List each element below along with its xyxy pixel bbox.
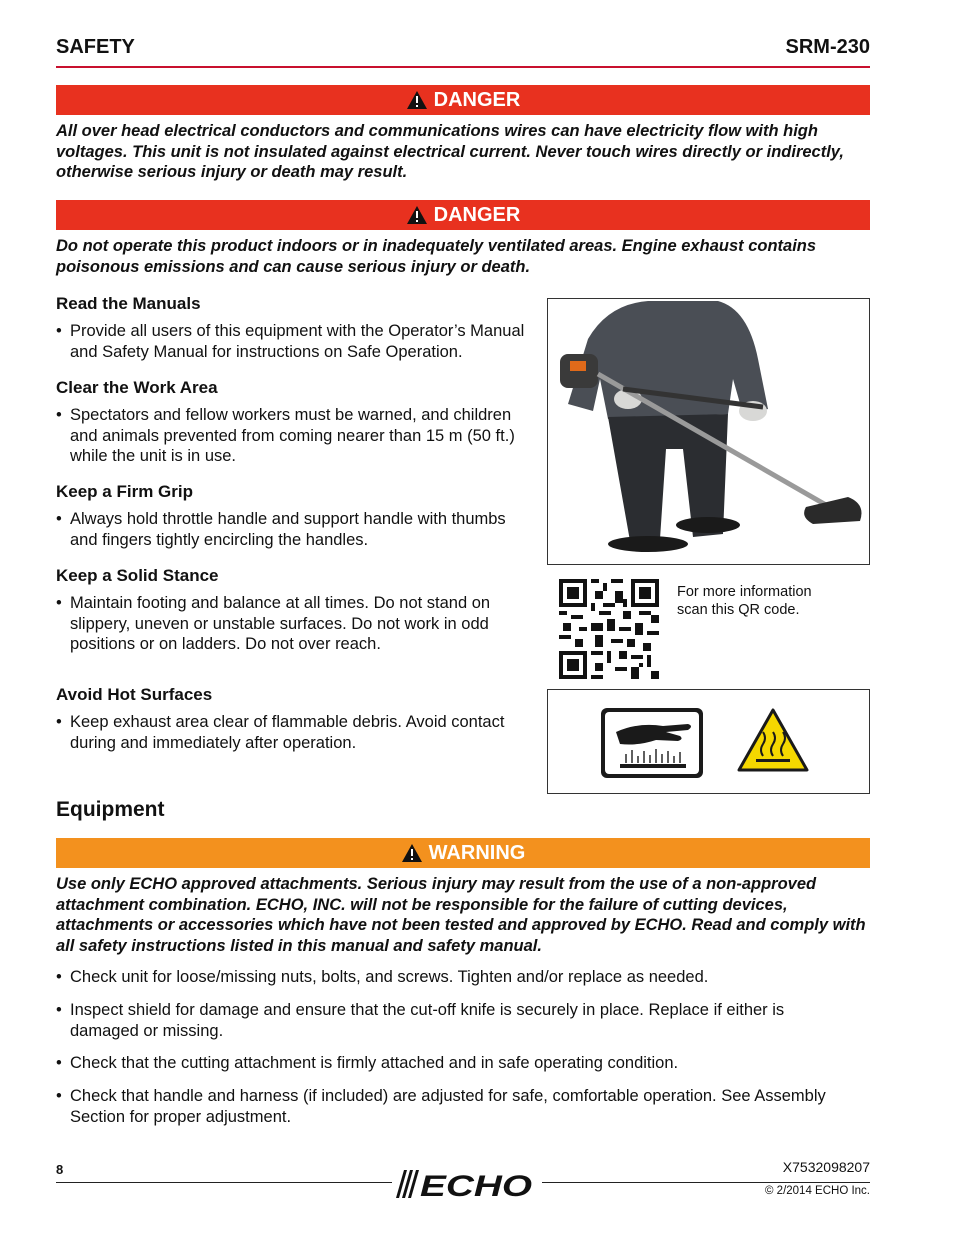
warning-text: Use only ECHO approved attachments. Serious injury may result from the use of a non-approved attachment combination. ECHO, INC. will not be responsible for the failure of cutting devices, attachments or accessories which have not been tested and approved by ECHO. Read and comply with all safety instructions listed in this manual and safety manual. <box>56 875 866 955</box>
bullet-item: • Check that handle and harness (if included) are adjusted for safe, comfortable operation. See Assembly Section for proper adjustment. <box>56 1086 870 1127</box>
bullet-text: Check that the cutting attachment is firmly attached and in safe operating condition. <box>70 1054 679 1072</box>
bullet-text: Maintain footing and balance at all times. Do not stand on slippery, uneven or unstable surfaces. Do not work in odd positions or on ladders. Do not over reach. <box>70 594 491 653</box>
danger-text-2: Do not operate this product indoors or in inadequately ventilated areas. Engine exhaust contains poisonous emissions and can cause serious injury or death. <box>56 237 817 276</box>
equipment-heading: Equipment <box>56 798 165 821</box>
danger-text-1: All over head electrical conductors and communications wires can have electricity flow with high voltages. This unit is not insulated against electrical current. Never touch wires directly or indirectly, otherwise serious injury or death may result. <box>56 122 844 181</box>
bullet-item: • Check unit for loose/missing nuts, bolts, and screws. Tighten and/or replace as needed. <box>56 967 870 988</box>
bullet-text: Inspect shield for damage and ensure that the cut-off knife is securely in place. Replace if either is damaged or missing. <box>70 1001 785 1040</box>
bullet-text: Provide all users of this equipment with the Operator’s Manual and Safety Manual for instructions on Safe Operation. <box>70 322 525 361</box>
warning-label: WARNING <box>428 841 526 864</box>
warning-triangle-icon <box>406 205 428 225</box>
danger-label: DANGER <box>433 203 521 226</box>
warning-triangle-icon <box>401 843 423 863</box>
danger-label: DANGER <box>433 88 521 111</box>
operator-photo <box>547 298 870 565</box>
document-number: X7532098207 <box>782 1159 870 1175</box>
section-heading: Clear the Work Area <box>56 378 218 397</box>
section-heading: Keep a Solid Stance <box>56 566 219 585</box>
bullet-item: • Always hold throttle handle and support handle with thumbs and fingers tightly encircling the handles. <box>56 509 530 550</box>
page-header <box>56 32 870 68</box>
bullet-item: • Maintain footing and balance at all times. Do not stand on slippery, uneven or unstable surfaces. Do not work in odd positions or on ladders. Do not over reach. <box>56 593 516 655</box>
section-heading: Avoid Hot Surfaces <box>56 685 213 704</box>
bullet-item: • Spectators and fellow workers must be warned, and children and animals prevented from coming nearer than 15 m (50 ft.) while the unit is in use. <box>56 405 536 467</box>
warning-banner <box>56 838 870 868</box>
page-number: 8 <box>56 1162 64 1177</box>
model-number: SRM-230 <box>785 36 870 58</box>
bullet-text: Check that handle and harness (if included) are adjusted for safe, comfortable operation. See Assembly Section for proper adjustment. <box>70 1087 826 1126</box>
copyright: © 2/2014 ECHO Inc. <box>765 1185 870 1197</box>
section-heading: Read the Manuals <box>56 294 201 313</box>
echo-logo <box>392 1166 542 1202</box>
bullet-item: • Provide all users of this equipment with the Operator’s Manual and Safety Manual for instructions on Safe Operation. <box>56 321 536 362</box>
warning-triangle-icon <box>406 90 428 110</box>
qr-code[interactable] <box>557 579 661 679</box>
danger-banner-2 <box>56 200 870 230</box>
svg-text:ECHO: ECHO <box>420 1170 532 1202</box>
bullet-item: • Inspect shield for damage and ensure that the cut-off knife is securely in place. Replace if either is damaged or missing. <box>56 1000 836 1041</box>
bullet-item: • Check that the cutting attachment is firmly attached and in safe operating condition. <box>56 1053 870 1074</box>
bullet-text: Spectators and fellow workers must be warned, and children and animals prevented from coming nearer than 15 m (50 ft.) while the unit is in use. <box>70 406 515 465</box>
section-heading: Keep a Firm Grip <box>56 482 193 501</box>
qr-caption: For more information scan this QR code. <box>677 584 812 618</box>
bullet-text: Always hold throttle handle and support handle with thumbs and fingers tightly encircling the handles. <box>70 510 506 549</box>
bullet-item: • Keep exhaust area clear of flammable debris. Avoid contact during and immediately after operation. <box>56 712 526 753</box>
bullet-text: Keep exhaust area clear of flammable debris. Avoid contact during and immediately after operation. <box>70 713 505 752</box>
section-title: SAFETY <box>56 36 135 58</box>
danger-banner-1 <box>56 85 870 115</box>
bullet-text: Check unit for loose/missing nuts, bolts, and screws. Tighten and/or replace as needed. <box>70 968 709 986</box>
hot-surface-icons <box>547 689 870 794</box>
